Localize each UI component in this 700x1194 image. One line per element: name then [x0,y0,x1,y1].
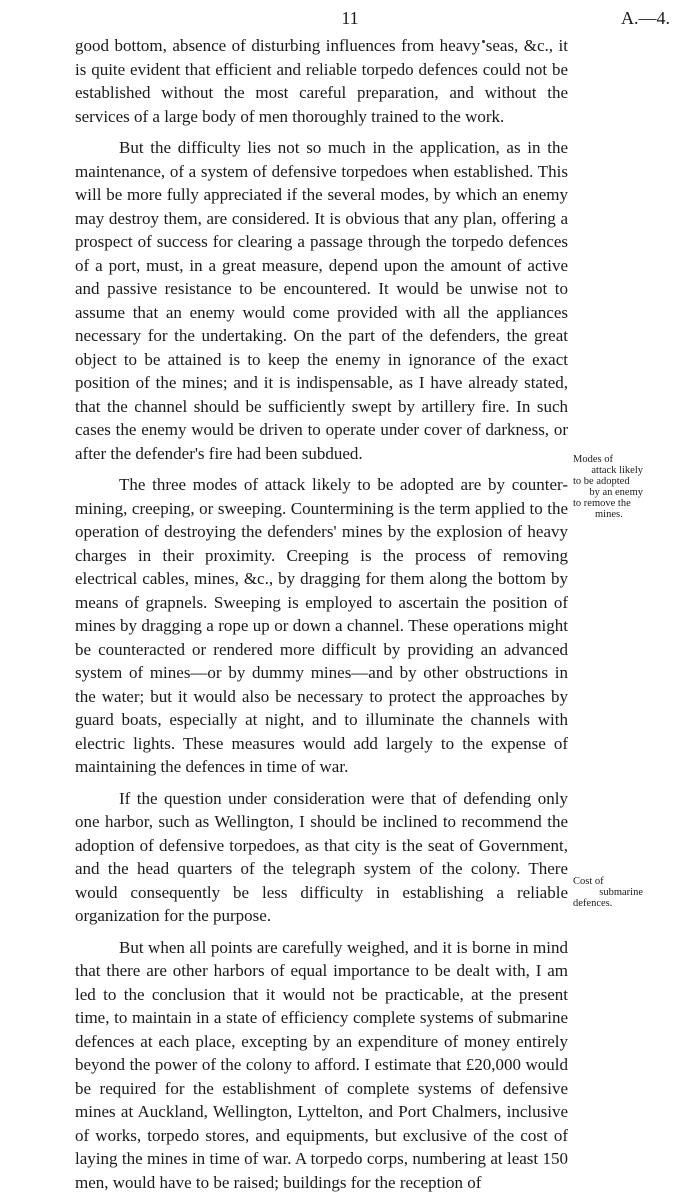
margin-note-line: by an enemy [573,487,643,498]
document-code: A.—4. [621,8,670,29]
margin-note-line: mines. [573,509,643,520]
margin-note-line: Modes of [573,454,643,465]
page-number: 11 [0,8,700,29]
body-text [75,34,568,1194]
paragraph-cost: But when all points are carefully weighed, and it is borne in mind that there are other harbors of equal importance to be dealt with, I am led to the conclusion that it would not be practicable, at the present time, to maintain in a state of efficiency complete systems of submarine defences at each place, excepting by an expenditure of money entirely beyond the power of the colony to afford. I estimate that £20,000 would be required for the establishment of complete systems of defensive mines at Auckland, Wellington, Lyttelton, and Port Chalmers, inclusive of works, torpedo stores, and equipments, but exclusive of the cost of laying the mines in time of war. A torpedo corps, numbering at least 150 men, would have to be raised; buildings for the reception of [75,936,568,1194]
margin-note-modes-of-attack [573,454,643,520]
margin-note-line: Cost of [573,876,643,887]
margin-note-cost [573,876,643,909]
paragraph-wellington: If the question under consideration were that of defending only one harbor, such as Wellington, I should be inclined to recommend the adoption of defensive torpedoes, as that city is the seat of Government, and the head quarters of the telegraph system of the colony. There would consequently be less difficulty in establishing a reliable organization for the purpose. [75,787,568,928]
paragraph-maintenance: But the difficulty lies not so much in the application, as in the maintenance, of a system of defensive torpedoes when established. This will be more fully appreciated if the several modes, by which an enemy may destroy them, are considered. It is obvious that any plan, offering a prospect of success for clearing a passage through the torpedo defences of a port, must, in a great measure, depend upon the amount of active and passive resistance to be encountered. It would be unwise not to assume that an enemy would come provided with all the appliances necessary for the undertaking. On the part of the defenders, the great object to be attained is to keep the enemy in ignorance of the exact position of the mines; and it is indispensable, as I have already stated, that the channel should be sufficiently swept by artillery fire. In such cases the enemy would be driven to operate under cover of darkness, or after the defender's fire had been subdued. [75,136,568,465]
margin-note-line: to remove the [573,498,643,509]
paragraph-modes-of-attack: The three modes of attack likely to be adopted are by counter-mining, creeping, or sweeping. Countermining is the term applied to the operation of destroying the defenders' mines by the explosion of heavy charges in their proximity. Creeping is the process of removing electrical cables, mines, &c., by dragging for them along the bottom by means of grapnels. Sweeping is employed to ascertain the position of mines by dragging a rope up or down a channel. These operations might be counteracted or rendered more difficult by providing an advanced system of mines—or by dummy mines—and by other obstructions in the water; but it would also be necessary to protect the approaches by guard boats, especially at night, and to illuminate the channels with electric lights. These measures would add largely to the expense of maintaining the defences in time of war. [75,473,568,779]
paragraph-continued: good bottom, absence of disturbing influences from heavy seas, &c., it is quite evident that efficient and reliable torpedo defences could not be established without the most careful preparation, and without the services of a large body of men thoroughly trained to the work. [75,34,568,128]
margin-note-line: to be adopted [573,476,643,487]
margin-note-line: defences. [573,898,643,909]
margin-note-line: submarine [573,887,643,898]
margin-note-line: attack likely [573,465,643,476]
